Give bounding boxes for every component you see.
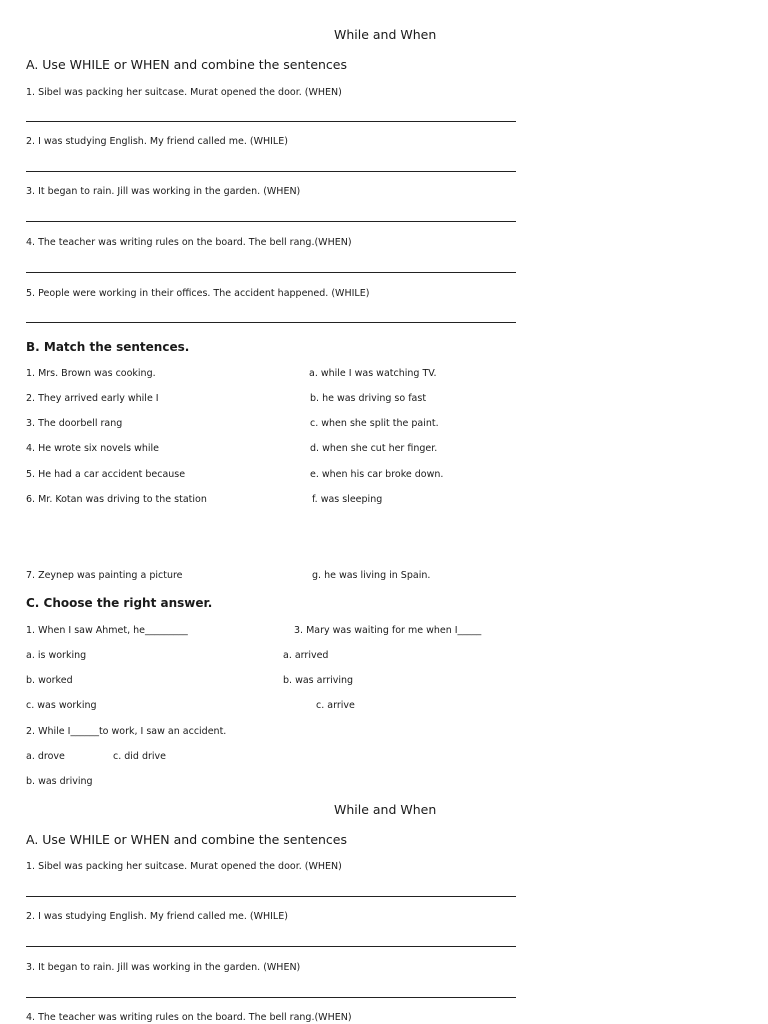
answer-line-2-repeat xyxy=(26,946,516,947)
answer-line-4 xyxy=(26,272,516,273)
exercise-a-item-3: 3. It began to rain. Jill was working in the garden. (WHEN) xyxy=(26,186,301,197)
q2-option-b: b. was driving xyxy=(26,776,93,787)
answer-line-1-repeat xyxy=(26,896,516,897)
worksheet-title-repeat: While and When xyxy=(334,802,437,817)
answer-line-5 xyxy=(26,322,516,323)
answer-line-3-repeat xyxy=(26,997,516,998)
q2-option-a: a. drove xyxy=(26,751,65,762)
exercise-a-item-4-repeat: 4. The teacher was writing rules on the board. The bell rang.(WHEN) xyxy=(26,1012,352,1023)
q3-option-c: c. arrive xyxy=(316,700,355,711)
section-a-heading: A. Use WHILE or WHEN and combine the sentences xyxy=(26,57,348,72)
match-right-b: b. he was driving so fast xyxy=(310,393,427,404)
match-right-e: e. when his car broke down. xyxy=(310,469,444,480)
match-right-c: c. when she split the paint. xyxy=(310,418,439,429)
exercise-a-item-5: 5. People were working in their offices. The accident happened. (WHILE) xyxy=(26,288,370,299)
answer-line-3 xyxy=(26,221,516,222)
match-left-3: 3. The doorbell rang xyxy=(26,418,123,429)
exercise-a-item-2: 2. I was studying English. My friend called me. (WHILE) xyxy=(26,136,288,147)
match-left-2: 2. They arrived early while I xyxy=(26,393,159,404)
answer-line-2 xyxy=(26,171,516,172)
match-right-g: g. he was living in Spain. xyxy=(312,570,431,581)
match-left-1: 1. Mrs. Brown was cooking. xyxy=(26,368,156,379)
choice-question-1: 1. When I saw Ahmet, he_________ xyxy=(26,625,188,636)
answer-line-1 xyxy=(26,121,516,122)
exercise-a-item-4: 4. The teacher was writing rules on the board. The bell rang.(WHEN) xyxy=(26,237,352,248)
match-left-5: 5. He had a car accident because xyxy=(26,469,186,480)
q2-option-c: c. did drive xyxy=(113,751,167,762)
match-left-4: 4. He wrote six novels while xyxy=(26,443,160,454)
section-b-heading: B. Match the sentences. xyxy=(26,340,190,354)
exercise-a-item-1-repeat: 1. Sibel was packing her suitcase. Murat opened the door. (WHEN) xyxy=(26,861,342,872)
q1-option-a: a. is working xyxy=(26,650,87,661)
match-right-a: a. while I was watching TV. xyxy=(309,368,437,379)
choice-question-2: 2. While I______to work, I saw an accident. xyxy=(26,726,227,737)
match-left-6: 6. Mr. Kotan was driving to the station xyxy=(26,494,207,505)
exercise-a-item-1: 1. Sibel was packing her suitcase. Murat opened the door. (WHEN) xyxy=(26,87,342,98)
worksheet-title: While and When xyxy=(334,27,437,42)
match-right-f: f. was sleeping xyxy=(312,494,383,505)
match-left-7: 7. Zeynep was painting a picture xyxy=(26,570,183,581)
section-a-heading-repeat: A. Use WHILE or WHEN and combine the sentences xyxy=(26,832,348,847)
match-right-d: d. when she cut her finger. xyxy=(310,443,438,454)
exercise-a-item-3-repeat: 3. It began to rain. Jill was working in the garden. (WHEN) xyxy=(26,962,301,973)
exercise-a-item-2-repeat: 2. I was studying English. My friend called me. (WHILE) xyxy=(26,911,288,922)
q1-option-c: c. was working xyxy=(26,700,97,711)
q3-option-a: a. arrived xyxy=(283,650,329,661)
q1-option-b: b. worked xyxy=(26,675,73,686)
q3-option-b: b. was arriving xyxy=(283,675,354,686)
section-c-heading: C. Choose the right answer. xyxy=(26,596,213,610)
choice-question-3: 3. Mary was waiting for me when I_____ xyxy=(294,625,482,636)
